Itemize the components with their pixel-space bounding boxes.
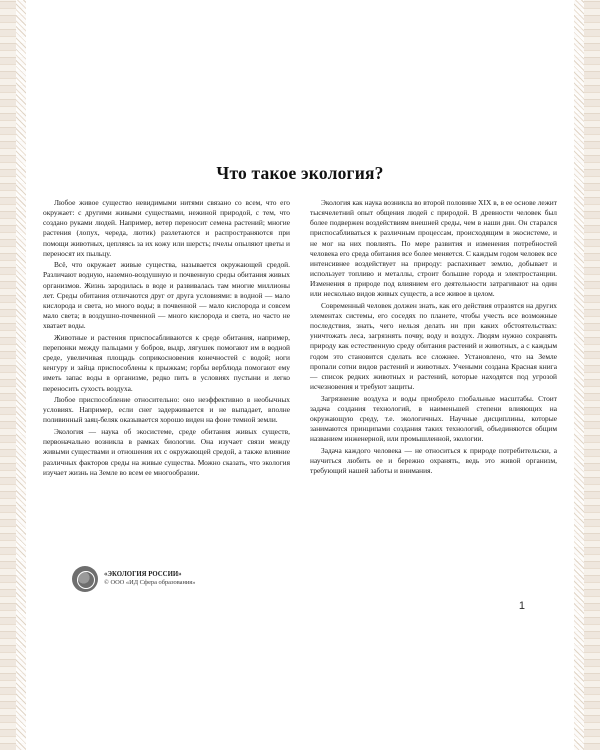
ornamental-border-right — [574, 0, 600, 750]
paragraph: Современный человек должен знать, как его действия отразятся на других элементах системы, его соседях по планете, чтобы учесть все возможные последствия, знать, чего нельзя делать ни при каких обстоятельствах: уничтожать леса, загрязнять почву, воду и воздух. Людям нужно сохранять природу как естественную среду обитания растений и животных, а с каждым годом это становится сделать все сложнее. Установлено, что на Земле пропали сотни видов растений и животных. Учеными создана Красная книга — список редких животных и растений, которые находятся под угрозой исчезновения и требуют защиты. — [310, 300, 557, 392]
column-left — [43, 198, 290, 479]
page-sheet — [29, 0, 571, 750]
border-edge-right — [571, 0, 574, 750]
ornamental-border-left — [0, 0, 26, 750]
publisher-footer — [72, 566, 195, 592]
page-title: Что такое экология? — [216, 163, 384, 183]
column-right — [310, 198, 557, 478]
globe-logo-icon — [72, 566, 98, 592]
paragraph: Задача каждого человека — не относиться к природе потребительски, а научиться любить ее и бережно охранять, ведь это живой организм, требующий нашей заботы и внимания. — [310, 445, 557, 476]
publisher-copyright: © ООО «ИД Сфера образования» — [104, 579, 196, 587]
paragraph: Загрязнение воздуха и воды приобрело глобальные масштабы. Стоит задача создания технологий, в наименьшей степени влияющих на окружающую среду, т.е. экологичных. Научные дисциплины, которые занимаются принципами создания таких технологий, объединяются общим названием инженерной, или промышленной, экологии. — [310, 393, 557, 444]
paragraph: Экология — наука об экосистеме, среде обитания живых существ, первоначально возникла в рамках биологии. Она изучает связи между живыми существами и отношения их с окружающей средой, а также влияние различных факторов среды на живые существа. Можно сказать, что экология изучает жизнь на Земле во всем ее многообразии. — [43, 427, 290, 477]
paragraph: Всё, что окружает живые существа, называется окружающей средой. Различают водную, наземно-воздушную и почвенную среды обитания живых организмов. Жизнь зародилась в воде и развивалась там многие миллионы лет. Среды обитания отличаются друг от друга условиями: в водной — мало кислорода и света, но много воды; в почвенной — мало кислорода и совсем мало света; в воздушно-почвенной — много кислорода и света, но часто не хватает воды. — [43, 260, 290, 331]
paragraph: Любое приспособление относительно: оно неэффективно в необычных условиях. Например, если снег задерживается и не выпадает, вполне поливинный заяц-беляк оказывается хорошо виден на фоне темной земли. — [43, 395, 290, 425]
article-body — [43, 163, 557, 479]
page-number: 1 — [518, 600, 525, 612]
paragraph: Экология как наука возникла во второй половине XIX в, в ее основе лежит тысячелетний опыт общения людей с природой. В древности человек был более подвержен воздействиям внешней среды, чем в наши дни. Он старался приспосабливаться к различным процессам, происходящим в экосистеме, и не мог на них повлиять. По мере развития и изменения потребностей человека его среда обитания все более меняется. С каждым годом человек все интенсивнее воздействует на природу: распахивает землю, добывает и использует топливо и металлы, строит большие города и электростанции. Изменения в природе под влиянием его деятельности затрагивают на один или несколько видов живых существ, а все живое в целом. — [310, 198, 557, 299]
publisher-text — [104, 570, 195, 588]
paragraph: Животные и растения приспосабливаются к среде обитания, например, перепонки между пальцами у бобров, выдр, лягушек помогают им в водной среде, увеличивая площадь соприкосновения конечностей с водой; ноги кенгуру и зайца приспособлены к прыжкам; горбы верблюда помогают ему иметь запас воды в организме, редко пить в условиях пустыни и легко переносить сухость воздуха. — [43, 332, 290, 393]
paragraph: Любое живое существо невидимыми нитями связано со всем, что его окружает: с другими живыми существами, нежиной природой, с тем, что создано руками людей. Например, ветер переносит семена растений; многие растения (лопух, череда, лютик) разлетаются и распространяются при помощи животных, цепляясь за их кожу или шерсть; пчелы опыляют цветы и переносят их пыльцу. — [43, 198, 290, 258]
two-column-layout — [43, 198, 557, 479]
publisher-brand: «ЭКОЛОГИЯ РОССИИ» — [104, 571, 182, 579]
